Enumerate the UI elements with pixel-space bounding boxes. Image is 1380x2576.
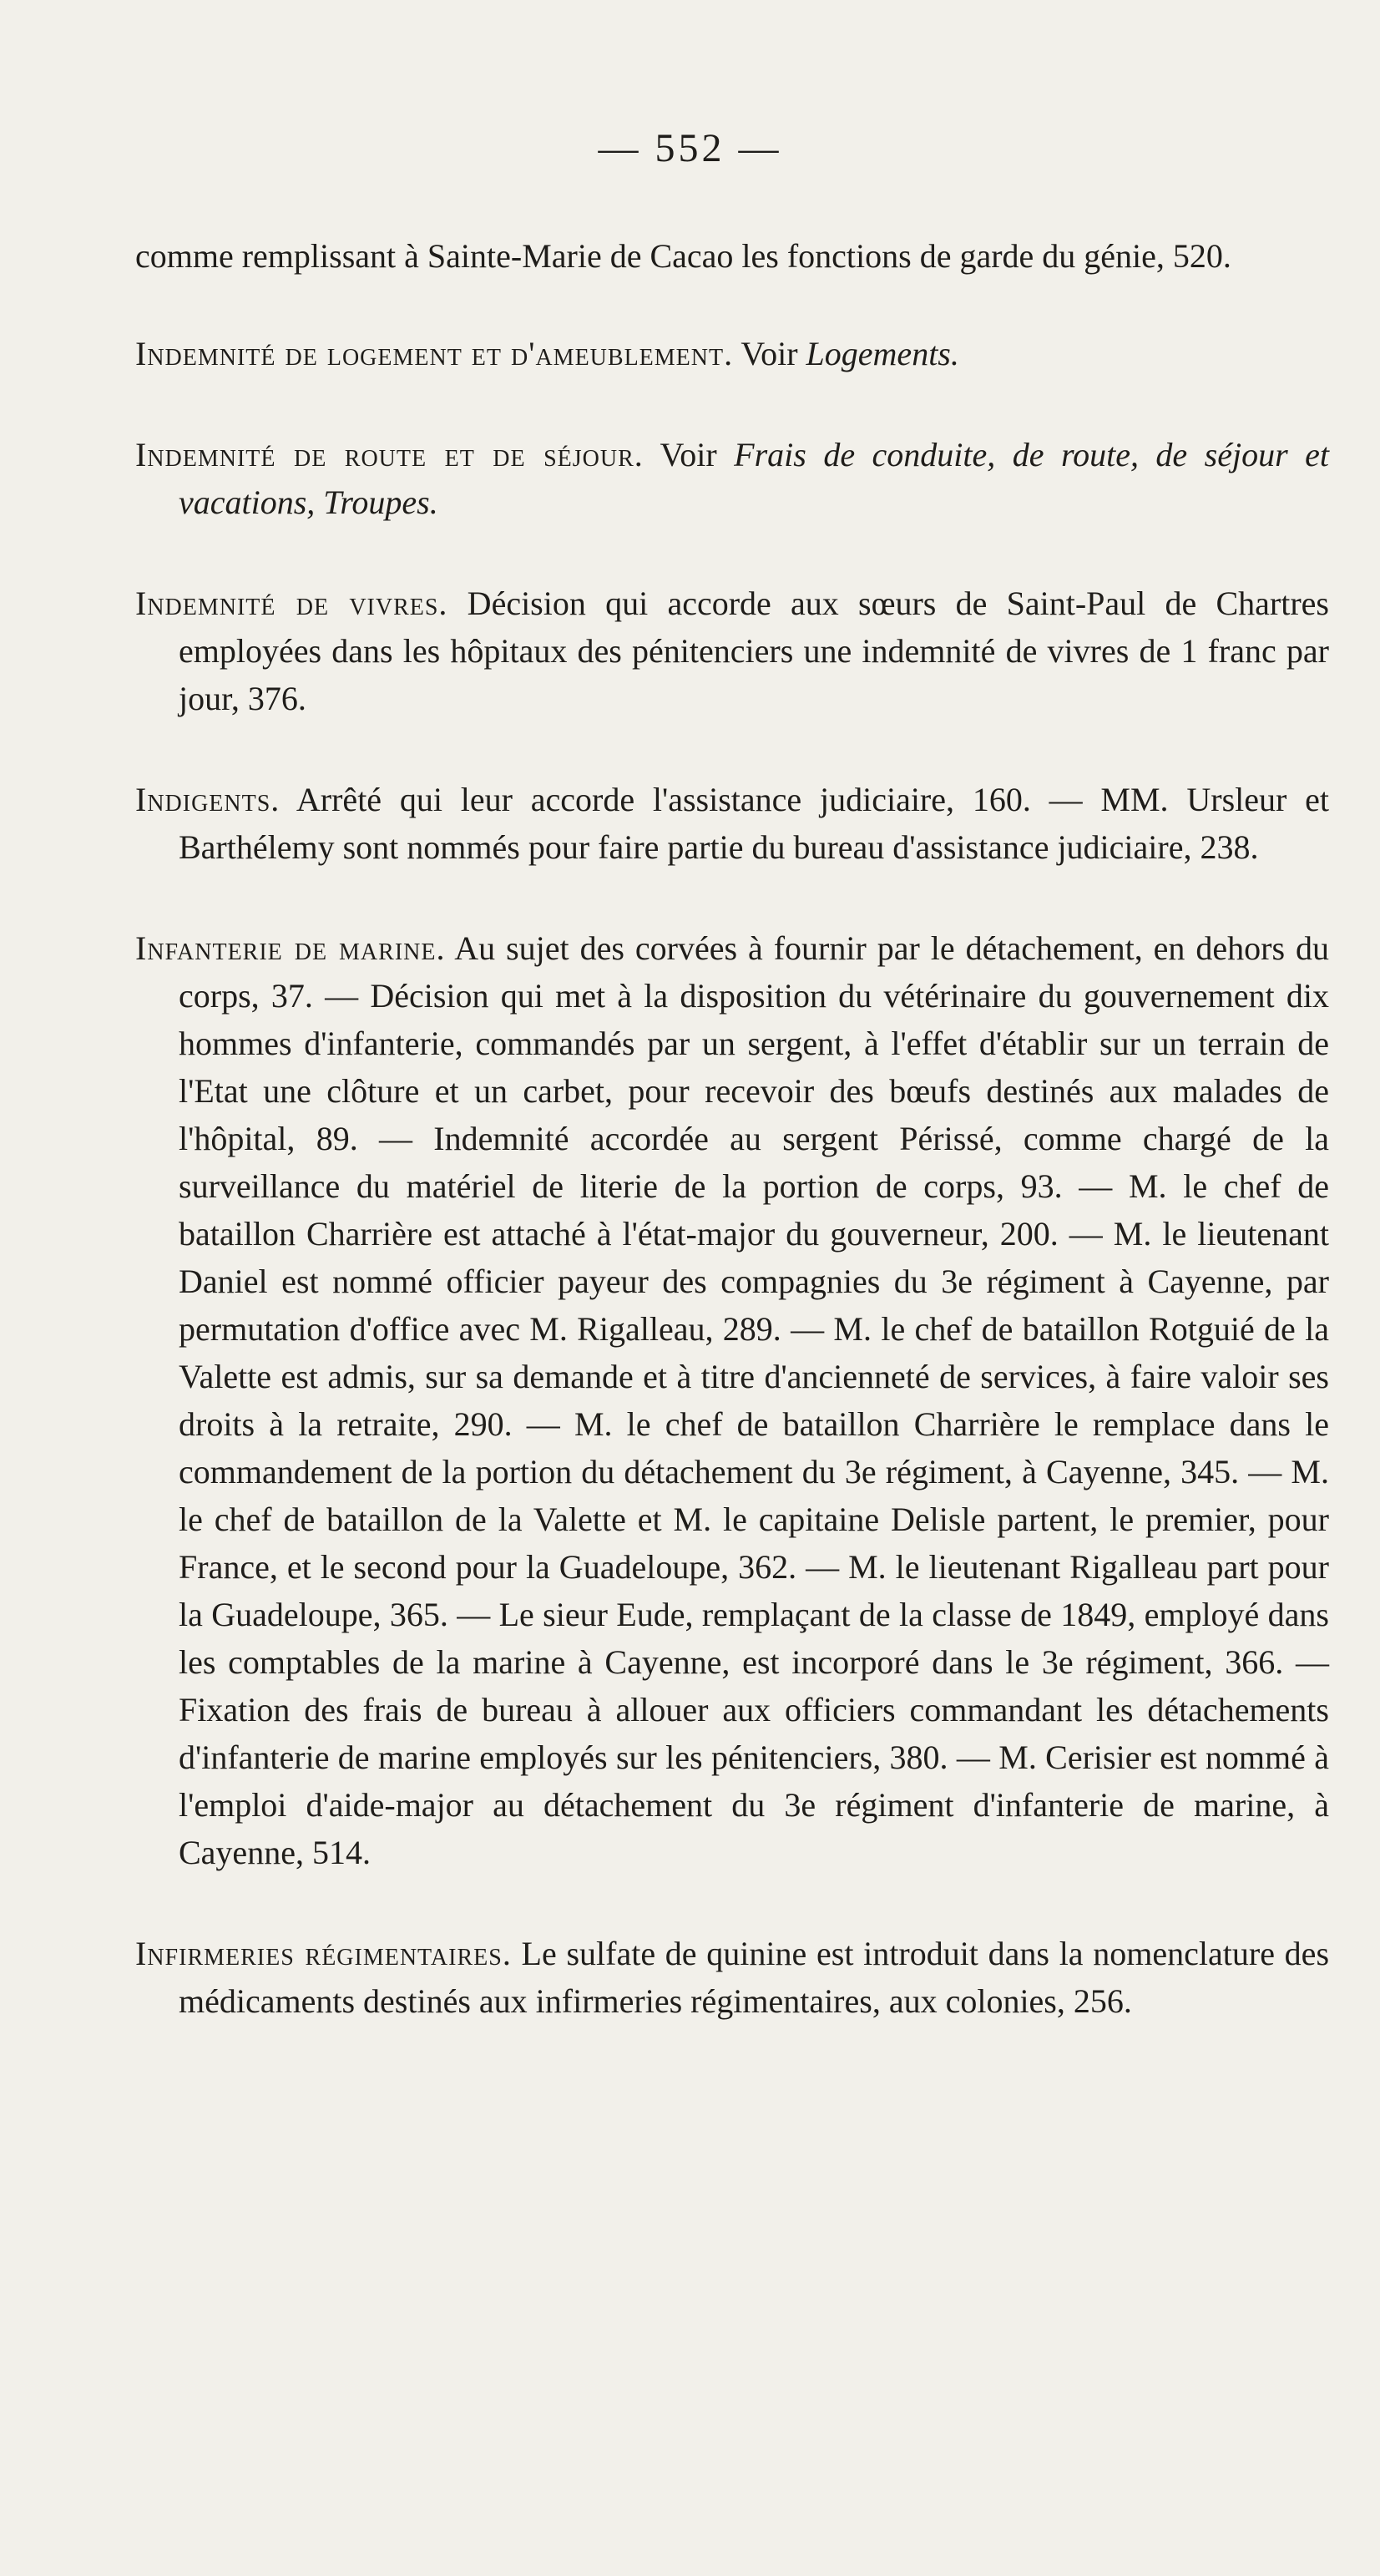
entry-cross-reference: Logements. [806, 335, 959, 372]
entry-text: Au sujet des corvées à fournir par le détachement, en dehors du corps, 37. — Décision qui met à la disposition du vétérinaire du gouvernement dix hommes d'infanterie, commandés par un sergent, à l'effet d'établir sur un terrain de l'Etat une clôture et un carbet, pour recevoir des bœufs destinés aux malades de l'hôpital, 89. — Indemnité accordée au sergent Périssé, comme chargé de la surveillance du matériel de literie de la portion de corps, 93. — M. le chef de bataillon Charrière est attaché à l'état-major du gouverneur, 200. — M. le lieutenant Daniel est nommé officier payeur des compagnies du 3e régiment à Cayenne, par permutation d'office avec M. Rigalleau, 289. — M. le chef de bataillon Rotguié de la Valette est admis, sur sa demande et à titre d'ancienneté de services, à faire valoir ses droits à la retraite, 290. — M. le chef de bataillon Charrière le remplace dans le commandement de la portion du détachement du 3e régiment, à Cayenne, 345. — M. le chef de bataillon de la Valette et M. le capitaine Delisle partent, le premier, pour France, et le second pour la Guadeloupe, 362. — M. le lieutenant Rigalleau part pour la Guadeloupe, 365. — Le sieur Eude, remplaçant de la classe de 1849, employé dans les comptables de la marine à Cayenne, est incorporé dans le 3e régiment, 366. — Fixation des frais de bureau à allouer aux officiers commandant les détachements d'infanterie de marine employés sur les pénitenciers, 380. — M. Cerisier est nommé à l'emploi d'aide-major au détachement du 3e régiment d'infanterie de marine, à Cayenne, 514. [179, 929, 1329, 1871]
entry-headword: Indemnité de vivres. [135, 585, 448, 622]
entry-text: Arrêté qui leur accorde l'assistance judiciaire, 160. — MM. Ursleur et Barthélemy sont nommés pour faire partie du bureau d'assistance judiciaire, 238. [179, 781, 1329, 866]
index-entry-infirmeries [135, 1930, 1329, 2025]
page-number: — 552 — [598, 126, 782, 170]
entry-text: Décision qui accorde aux sœurs de Saint-Paul de Chartres employées dans les hôpitaux des pénitenciers une indemnité de vivres de 1 franc par jour, 376. [179, 585, 1329, 717]
entry-text: Voir [643, 436, 735, 473]
entry-headword: Infirmeries régimentaires. [135, 1935, 512, 1972]
index-entry-indemnite-route [135, 431, 1329, 526]
continued-entry-text: comme remplissant à Sainte-Marie de Cacao les fonctions de garde du génie, 520. [135, 237, 1231, 275]
entry-text: Le sulfate de quinine est introduit dans la nomenclature des médicaments destinés aux infirmeries régimentaires, aux colonies, 256. [179, 1935, 1330, 2020]
index-text [135, 232, 1329, 2078]
index-entry-indigents [135, 776, 1329, 871]
entry-headword: Indemnité de logement et d'ameublement. [135, 335, 734, 372]
entry-text: Voir [733, 335, 806, 372]
index-entry-indemnite-logement [135, 330, 1329, 377]
index-entry-indemnite-vivres [135, 579, 1329, 722]
entry-headword: Indemnité de route et de séjour. [135, 436, 644, 473]
entry-headword: Indigents. [135, 781, 281, 818]
index-entry-infanterie-marine [135, 924, 1329, 1876]
entry-headword: Infanterie de marine. [135, 929, 446, 967]
entry-cross-reference: Frais de conduite, de route, de séjour et vacations, Troupes. [179, 436, 1329, 521]
